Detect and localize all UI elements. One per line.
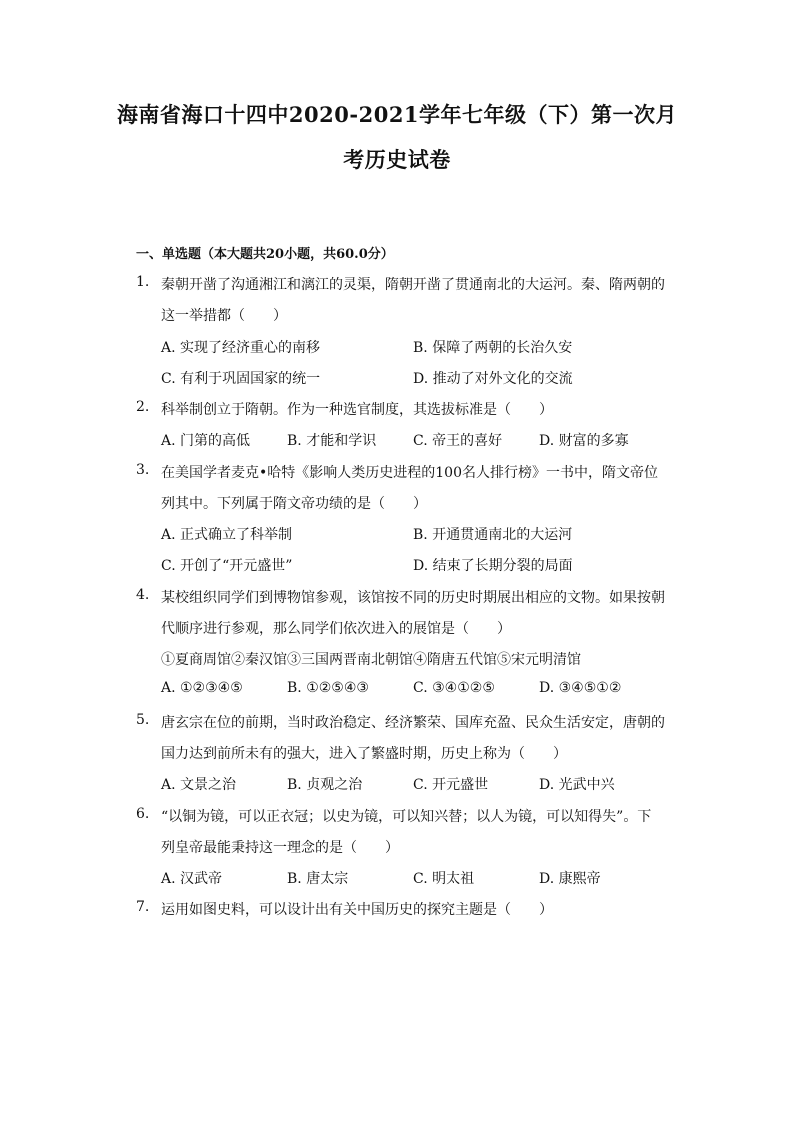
question-text-line: 列其中。下列属于隋文帝功绩的是（ ） [161,496,427,512]
option-c: C. 帝王的喜好 [413,433,503,449]
question-text-line: 某校组织同学们到博物馆参观，该馆按不同的历史时期展出相应的文物。如果按朝 [161,590,665,606]
option-b: B. 才能和学识 [287,433,377,449]
question-number: 6. [136,806,150,822]
section-heading: 一、单选题（本大题共20小题，共60.0分） [136,247,394,262]
option-a: A. 汉武帝 [161,871,223,887]
question-text-line: 运用如图史料，可以设计出有关中国历史的探究主题是（ ） [161,902,553,918]
question-text-line: 唐玄宗在位的前期，当时政治稳定、经济繁荣、国库充盈、民众生活安定，唐朝的 [161,715,665,731]
option-d: D. 结束了长期分裂的局面 [413,558,573,574]
option-b: B. 唐太宗 [287,871,349,887]
exam-title-line-1: 海南省海口十四中2020-2021学年七年级（下）第一次月 [116,102,678,127]
option-c: C. 明太祖 [413,871,475,887]
question-number: 2. [136,399,150,415]
option-b: B. 开通贯通南北的大运河 [413,527,573,543]
question-text-line: 科举制创立于隋朝。作为一种选官制度，其选拔标准是（ ） [161,402,553,418]
option-b: B. 保障了两朝的长治久安 [413,340,573,356]
option-a: A. ①②③④⑤ [161,680,243,696]
option-c: C. 有利于巩固国家的统一 [161,371,321,387]
question-text-line: 在美国学者麦克•哈特《影响人类历史进程的100名人排行榜》一书中，隋文帝位 [161,465,658,481]
option-d: D. ③④⑤①② [539,680,622,696]
question-text-line: 国力达到前所未有的强大，进入了繁盛时期，历史上称为（ ） [161,746,567,762]
question-number: 3. [136,462,150,478]
option-d: D. 推动了对外文化的交流 [413,371,573,387]
question-text-line: 列皇帝最能秉持这一理念的是（ ） [161,840,399,856]
option-c: C. 开元盛世 [413,777,489,793]
option-b: B. ①②⑤④③ [287,680,369,696]
question-text-line: 这一举措都（ ） [161,308,287,324]
question-number: 4. [136,587,150,603]
option-a: A. 门第的高低 [161,433,251,449]
question-number: 1. [136,274,150,290]
option-c: C. 开创了“开元盛世” [161,558,293,574]
question-text-line: ①夏商周馆②秦汉馆③三国两晋南北朝馆④隋唐五代馆⑤宋元明清馆 [161,652,581,668]
question-number: 7. [136,899,150,915]
option-a: A. 实现了经济重心的南移 [161,340,321,356]
option-b: B. 贞观之治 [287,777,363,793]
option-d: D. 光武中兴 [539,777,615,793]
question-number: 5. [136,712,150,728]
question-text-line: “以铜为镜，可以正衣冠；以史为镜，可以知兴替；以人为镜，可以知得失”。下 [161,809,652,825]
question-text-line: 代顺序进行参观，那么同学们依次进入的展馆是（ ） [161,621,511,637]
option-a: A. 文景之治 [161,777,237,793]
question-text-line: 秦朝开凿了沟通湘江和漓江的灵渠，隋朝开凿了贯通南北的大运河。秦、隋两朝的 [161,277,665,293]
option-a: A. 正式确立了科举制 [161,527,293,543]
option-d: D. 康熙帝 [539,871,601,887]
exam-title-line-2: 考历史试卷 [343,147,451,172]
option-c: C. ③④①②⑤ [413,680,495,696]
option-d: D. 财富的多寡 [539,433,629,449]
